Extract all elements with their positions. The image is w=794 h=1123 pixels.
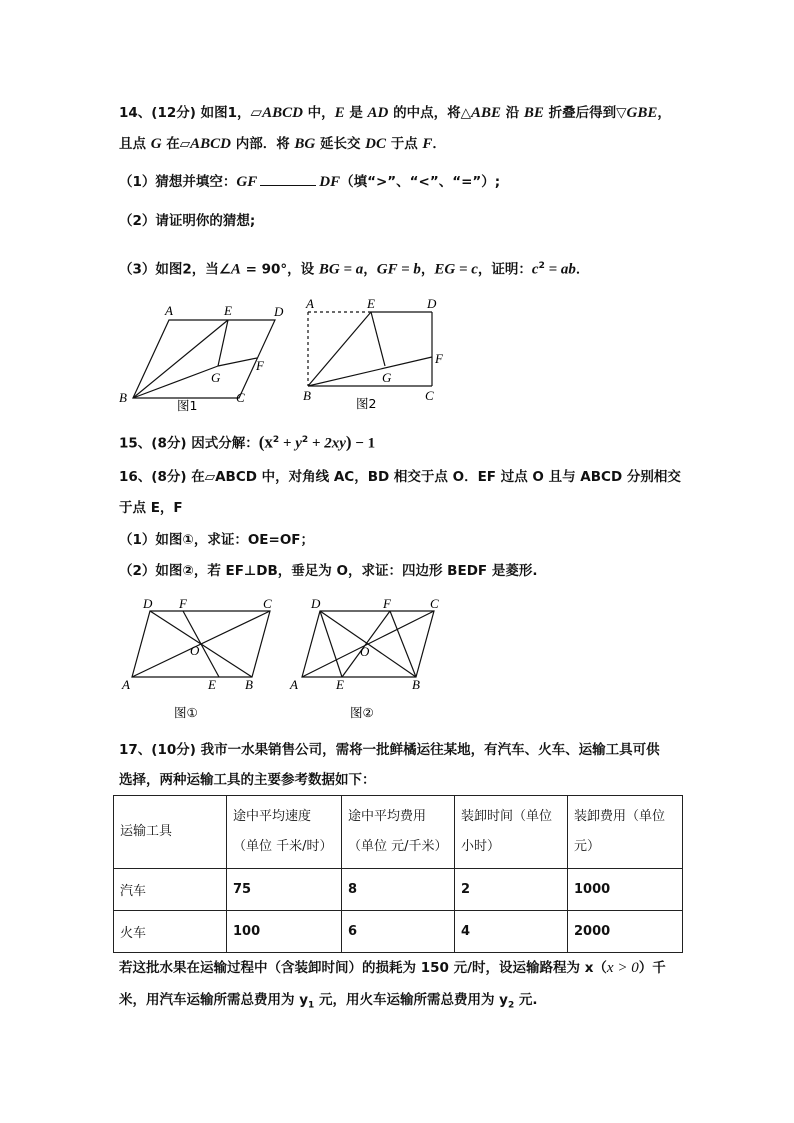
fig2-caption: 图2 (356, 396, 377, 411)
fig2-label-A: A (306, 296, 314, 311)
q14-figure-2 (298, 296, 453, 413)
q16-line1: 16、(8分) 在▱ABCD 中，对角线 AC，BD 相交于点 O．EF 过点 O 且与 ABCD 分别相交 (119, 469, 681, 485)
fig-b-label-E: E (336, 677, 344, 692)
q14-line1: 14、(12分) 如图1，▱ABCD 中，E 是 AD 的中点，将△ABE 沿 BE 折叠后得到▽GBE， (119, 105, 671, 121)
table-cell: 4 (455, 911, 568, 953)
table-row (114, 869, 683, 911)
table-cell: 1000 (568, 869, 683, 911)
triangle-symbol-icon: ▽ (616, 105, 627, 121)
fig2-label-D: D (427, 296, 437, 311)
q16-sub2: （2）如图②，若 EF⊥DB，垂足为 O，求证：四边形 BEDF 是菱形. (119, 563, 538, 579)
table-header-cell: 装卸费用（单位 元） (568, 796, 683, 869)
q14-figure-1 (115, 298, 295, 413)
parallelogram-symbol-icon: ▱ (250, 105, 263, 121)
fig-a-label-E: E (208, 677, 216, 692)
q14-sub1: （1）猜想并填空：GF DF（填“>”、“<”、“=”）; (119, 174, 501, 190)
table-header-row (114, 796, 683, 869)
fig1-label-F: F (256, 358, 264, 373)
answer-blank[interactable] (260, 172, 316, 186)
table-header-cell: 装卸时间（单位 小时） (455, 796, 568, 869)
fig2-label-F: F (435, 351, 443, 366)
transport-table (113, 795, 683, 953)
fig-b-caption: 图② (350, 705, 374, 720)
fig2-label-B: B (303, 388, 311, 403)
q17-after1: 若这批水果在运输过程中（含装卸时间）的损耗为 150 元/时，设运输路程为 x（x > 0）千 (119, 960, 666, 976)
q15-line: 15、(8分) 因式分解：$(x^2 + y^2 + 2xy) - 1$ (119, 432, 376, 452)
table-cell: 火车 (114, 911, 227, 953)
q16-figure-2 (286, 594, 451, 724)
fig-a-label-C: C (263, 596, 272, 611)
fig-a-label-B: B (245, 677, 253, 692)
fig-a-caption: 图① (174, 705, 198, 720)
q16-line2: 于点 E，F (119, 500, 183, 516)
table-header-cell: 运输工具 (114, 796, 227, 869)
q17-line1: 17、(10分) 我市一水果销售公司，需将一批鲜橘运往某地，有汽车、火车、运输工具可供 (119, 742, 660, 758)
q17-after2: 米，用汽车运输所需总费用为 $y_1$ 元，用火车运输所需总费用为 $y_2$ 元. (119, 992, 538, 1011)
q16-sub1: （1）如图①，求证：OE=OF； (119, 532, 315, 548)
fig-a-label-A: A (122, 677, 130, 692)
table-row (114, 911, 683, 953)
fig1-label-B: B (119, 390, 127, 405)
fig1-label-E: E (224, 303, 232, 318)
fig1-caption: 图1 (177, 398, 198, 413)
fig2-label-C: C (425, 388, 434, 403)
fig2-label-G: G (382, 370, 392, 385)
fig-b-label-B: B (412, 677, 420, 692)
fig1-label-D: D (274, 304, 284, 319)
table-cell: 2 (455, 869, 568, 911)
table-cell: 2000 (568, 911, 683, 953)
q14-sub2: （2）请证明你的猜想; (119, 213, 256, 229)
fig-b-label-F: F (383, 596, 391, 611)
table-cell: 汽车 (114, 869, 227, 911)
q14-line2: 且点 G 在▱ABCD 内部．将 BG 延长交 DC 于点 F． (119, 136, 446, 152)
fig-a-label-O: O (190, 643, 200, 658)
fig1-label-A: A (165, 303, 173, 318)
fig1-label-C: C (236, 390, 245, 405)
table-cell: 6 (342, 911, 455, 953)
fig-a-label-F: F (179, 596, 187, 611)
fig-b-label-O: O (360, 644, 370, 659)
fig-b-label-C: C (430, 596, 439, 611)
fig-b-label-A: A (290, 677, 298, 692)
fig1-label-G: G (211, 370, 221, 385)
fig-a-label-D: D (143, 596, 153, 611)
table-header-cell: 途中平均速度 （单位 千米/时） (227, 796, 342, 869)
q16-figure-1 (118, 594, 283, 724)
fig-b-label-D: D (311, 596, 321, 611)
table-cell: 75 (227, 869, 342, 911)
fig2-label-E: E (367, 296, 375, 311)
q17-line2: 选择，两种运输工具的主要参考数据如下： (119, 772, 376, 788)
table-cell: 100 (227, 911, 342, 953)
q14-sub3: （3）如图2，当∠A = 90°，设 BG = a，GF = b，EG = c，证明：$c^2$ = ab． (119, 261, 590, 278)
table-header-cell: 途中平均费用 （单位 元/千米） (342, 796, 455, 869)
table-cell: 8 (342, 869, 455, 911)
